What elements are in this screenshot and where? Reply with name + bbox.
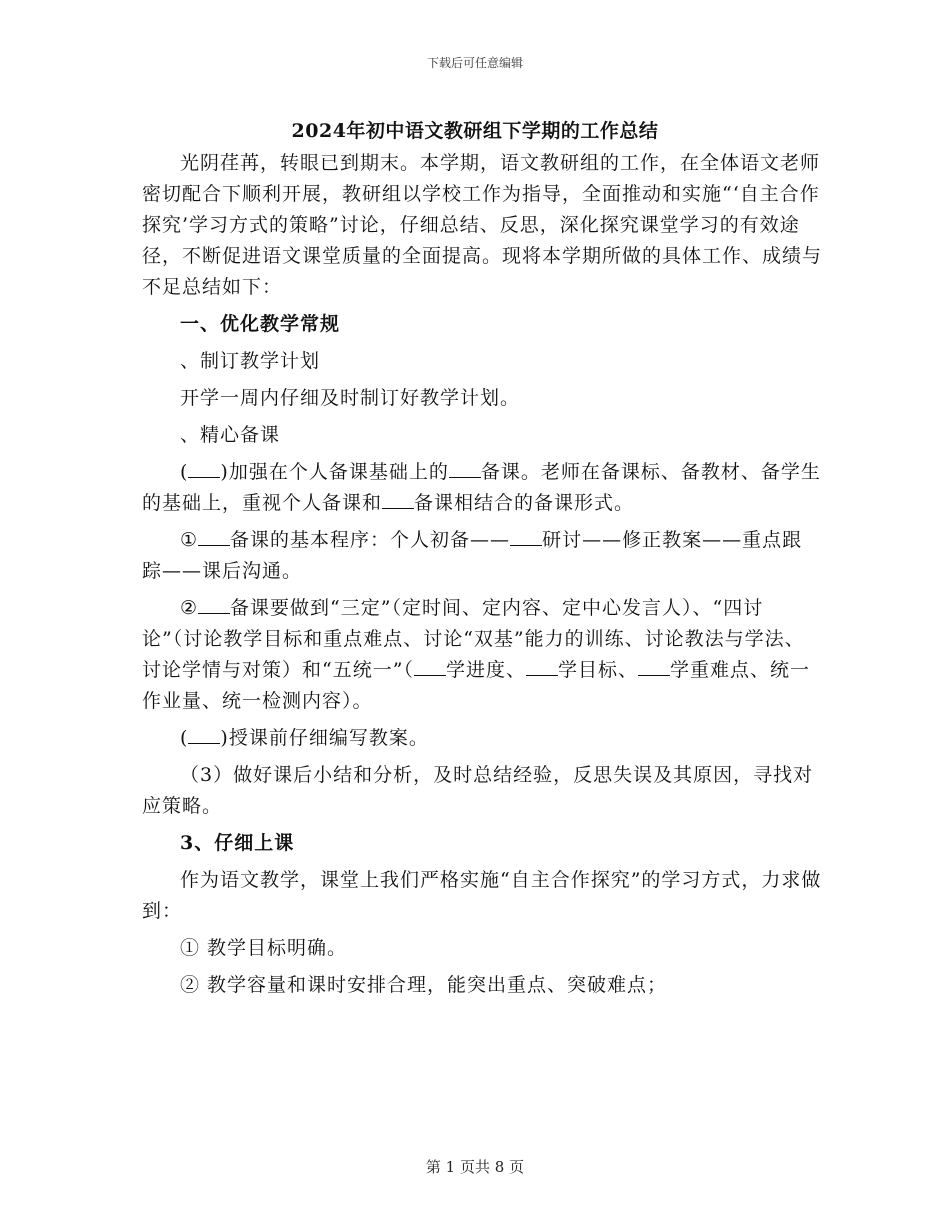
item2-heading: 、精心备课 — [180, 424, 281, 446]
fill-blank — [382, 489, 414, 509]
text-segment: 备课相结合的备课形式。 — [414, 492, 635, 514]
intro-paragraph: 光阴荏苒，转眼已到期末。本学期，语文教研组的工作，在全体语文老师密切配合下顺利开展，教研组以学校工作为指导，全面推动和实施“‘自主合作探究’学习方式的策略”讨论，仔细总结、反思，深化探究课堂学习的有效途径，不断促进语文课堂质量的全面提高。现将本学期所做的具体工作、成绩与不足总结如下： — [142, 152, 823, 298]
section3-item1: ① 教学目标明确。 — [180, 937, 348, 959]
text-segment: 备课的基本程序：个人初备—— — [230, 529, 511, 551]
text-segment: 学目标、 — [557, 659, 638, 681]
text-segment: 备课。老师在备课标、备教材、备学生的基础上，重视个人备课和 — [142, 461, 821, 514]
fill-blank — [188, 458, 220, 478]
paragraph-after-class: （3）做好课后小结和分析，及时总结经验，反思失误及其原因，寻找对应策略。 — [142, 764, 814, 817]
section3-item2: ② 教学容量和课时安排合理，能突出重点、突破难点； — [180, 974, 668, 996]
text-segment: 学进度、 — [445, 659, 526, 681]
fill-blank — [510, 526, 542, 546]
text-segment: 研讨——修正教案——重点跟踪——课后沟通。 — [142, 529, 803, 582]
fill-blank — [198, 526, 230, 546]
text-segment: )授课前仔细编写教案。 — [220, 727, 429, 749]
fill-blank — [198, 594, 230, 614]
section1-heading: 一、优化教学常规 — [180, 313, 341, 335]
section3-heading: 3、仔细上课 — [180, 832, 295, 854]
section3-text: 作为语文教学，课堂上我们严格实施“自主合作探究”的学习方式，力求做到： — [142, 869, 822, 922]
fill-blank — [449, 458, 481, 478]
fill-blank — [188, 724, 220, 744]
text-segment: ② — [180, 597, 199, 619]
paragraph-prep-requirements — [142, 593, 822, 717]
fill-blank — [638, 656, 670, 676]
text-segment: ( — [180, 727, 189, 749]
item1-heading: 、制订教学计划 — [180, 350, 321, 372]
document-title: 2024年初中语文教研组下学期的工作总结 — [291, 120, 659, 142]
item1-text: 开学一周内仔细及时制订好教学计划。 — [180, 387, 521, 409]
text-segment: 学重难点、统一作业量、统一检测内容）。 — [142, 659, 810, 712]
text-segment: ( — [180, 461, 189, 483]
document-body — [142, 148, 822, 1001]
text-segment: ① — [180, 529, 199, 551]
text-segment: )加强在个人备课基础上的 — [220, 461, 449, 483]
paragraph-prep-procedure — [142, 525, 822, 587]
page-footer: 第 1 页共 8 页 — [425, 1158, 525, 1176]
fill-blank — [414, 656, 446, 676]
paragraph-lesson-plan — [142, 723, 822, 754]
header-note: 下载后可任意编辑 — [426, 56, 523, 70]
fill-blank — [526, 656, 558, 676]
paragraph-collective-prep — [142, 457, 822, 519]
text-segment: 备课要做到“三定”（定时间、定内容、定中心发言人）、“四讨论”（讨论教学目标和重点难点、讨论“双基”能力的训练、讨论教法与学法、讨论学情与对策）和“五统一”（ — [142, 597, 805, 681]
